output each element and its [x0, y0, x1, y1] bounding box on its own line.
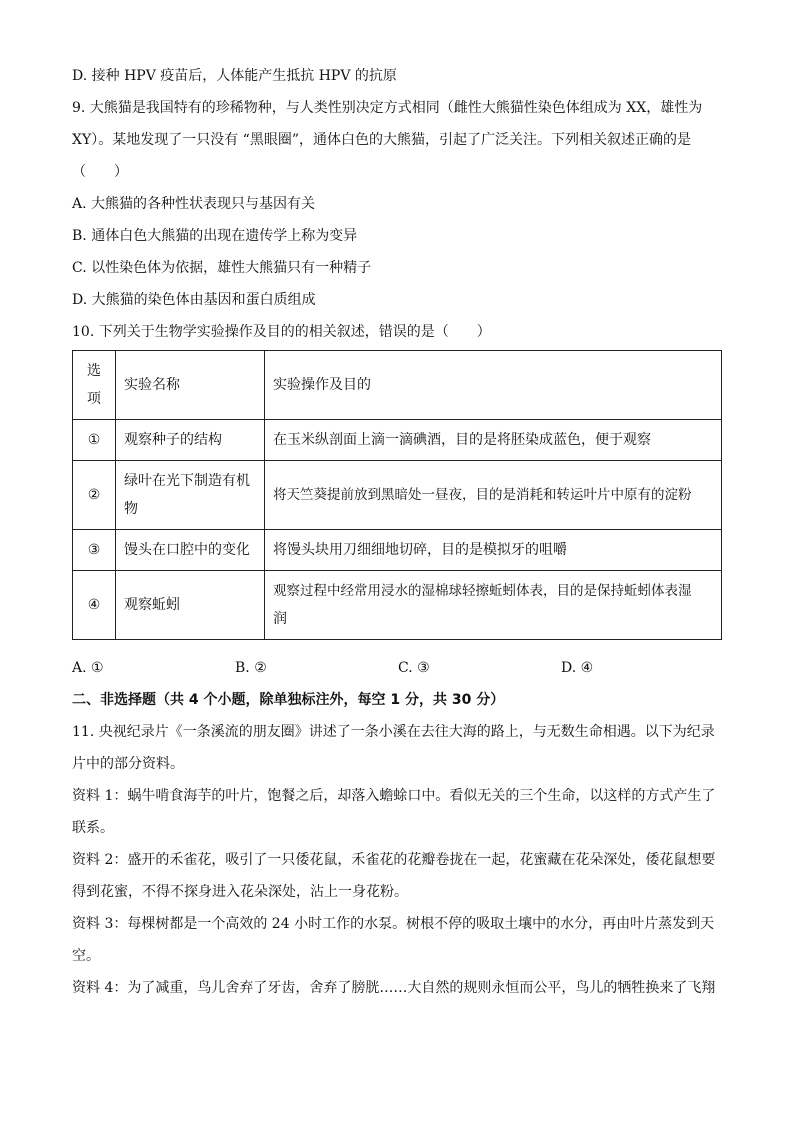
- q9-option-a: A. 大熊猫的各种性状表现只与基因有关: [72, 196, 316, 212]
- header-name-cell: 实验名称: [116, 351, 265, 420]
- row-operation-cell: 将天竺葵提前放到黑暗处一昼夜，目的是消耗和转运叶片中原有的淀粉: [265, 461, 722, 530]
- material-3-line1: 资料 3：每棵树都是一个高效的 24 小时工作的水泵。树根不停的吸取土壤中的水分，再由叶片蒸发到天: [72, 916, 715, 932]
- q10-choice-a: A. ①: [72, 660, 104, 676]
- row-operation-cell: 将馒头块用刀细细地切碎，目的是模拟牙的咀嚼: [265, 530, 722, 571]
- row-option-cell: ②: [73, 461, 116, 530]
- q9-option-b: B. 通体白色大熊猫的出现在遗传学上称为变异: [72, 228, 358, 244]
- header-option-text-2: 项: [87, 391, 101, 407]
- row-option-cell: ③: [73, 530, 116, 571]
- q9-option-d: D. 大熊猫的染色体由基因和蛋白质组成: [72, 292, 316, 308]
- row-option-cell: ④: [73, 571, 116, 640]
- material-3-line2: 空。: [72, 948, 100, 964]
- row-op-line2: 润: [273, 611, 287, 627]
- question-11: [72, 716, 724, 1004]
- material-2-line2: 得到花蜜，不得不探身进入花朵深处，沾上一身花粉。: [72, 884, 408, 900]
- row-name-cell: [116, 461, 265, 530]
- row-option-cell: ①: [73, 420, 116, 461]
- q9-stem-line1: 9. 大熊猫是我国特有的珍稀物种，与人类性别决定方式相同（雌性大熊猫性染色体组成为 XX，雄性为: [72, 100, 703, 116]
- experiment-table: [72, 350, 722, 640]
- row-name-cell: 观察种子的结构: [116, 420, 265, 461]
- row-name-line2: 物: [124, 501, 138, 517]
- section-2-heading: 二、非选择题（共 4 个小题，除单独标注外，每空 1 分，共 30 分）: [72, 692, 505, 708]
- material-4-line1: 资料 4：为了减重，鸟儿舍弃了牙齿，舍弃了膀胱……大自然的规则永恒而公平，鸟儿的牺牲换来了飞翔: [72, 980, 716, 996]
- q10-choice-b: B. ②: [235, 660, 267, 676]
- table-header-row: [73, 351, 722, 420]
- q10-choice-c: C. ③: [398, 660, 430, 676]
- table-row: [73, 461, 722, 530]
- q11-stem-line2: 片中的部分资料。: [72, 756, 184, 772]
- q10-choices: [72, 652, 724, 684]
- row-operation-cell: 在玉米纵剖面上滴一滴碘酒，目的是将胚染成蓝色，便于观察: [265, 420, 722, 461]
- row-name-cell: 馒头在口腔中的变化: [116, 530, 265, 571]
- row-op-line1: 观察过程中经常用浸水的湿棉球轻擦蚯蚓体表，目的是保持蚯蚓体表湿: [273, 583, 692, 599]
- q10-choice-d: D. ④: [561, 660, 594, 676]
- material-1-line2: 联系。: [72, 820, 114, 836]
- row-name-cell: 观察蚯蚓: [116, 571, 265, 640]
- row-name-line1: 绿叶在光下制造有机: [124, 473, 250, 489]
- header-operation-cell: 实验操作及目的: [265, 351, 722, 420]
- q9-stem-line2: XY）。某地发现了一只没有 “黑眼圈”，通体白色的大熊猫，引起了广泛关注。下列相关叙述正确的是: [72, 132, 691, 148]
- q9-stem-line3: （ ）: [72, 164, 128, 180]
- header-option-cell: [73, 351, 116, 420]
- question-10: [72, 316, 724, 684]
- table-row: [73, 420, 722, 461]
- q11-stem-line1: 11. 央视纪录片《一条溪流的朋友圈》讲述了一条小溪在去往大海的路上，与无数生命相遇。以下为纪录: [72, 724, 715, 740]
- material-1-line1: 资料 1：蜗牛啃食海芋的叶片，饱餐之后，却落入蟾蜍口中。看似无关的三个生命，以这样的方式产生了: [72, 788, 716, 804]
- q9-option-c: C. 以性染色体为依据，雄性大熊猫只有一种精子: [72, 260, 372, 276]
- q10-stem: 10. 下列关于生物学实验操作及目的的相关叙述，错误的是（ ）: [72, 324, 491, 340]
- table-row: [73, 530, 722, 571]
- header-option-text-1: 选: [87, 363, 101, 379]
- question-9: [72, 92, 724, 316]
- q8-option-d: D. 接种 HPV 疫苗后，人体能产生抵抗 HPV 的抗原: [72, 68, 397, 84]
- table-row: [73, 571, 722, 640]
- material-2-line1: 资料 2：盛开的禾雀花，吸引了一只倭花鼠，禾雀花的花瓣卷拢在一起，花蜜藏在花朵深处，倭花鼠想要: [72, 852, 716, 868]
- exam-page: [72, 60, 724, 1004]
- row-operation-cell: [265, 571, 722, 640]
